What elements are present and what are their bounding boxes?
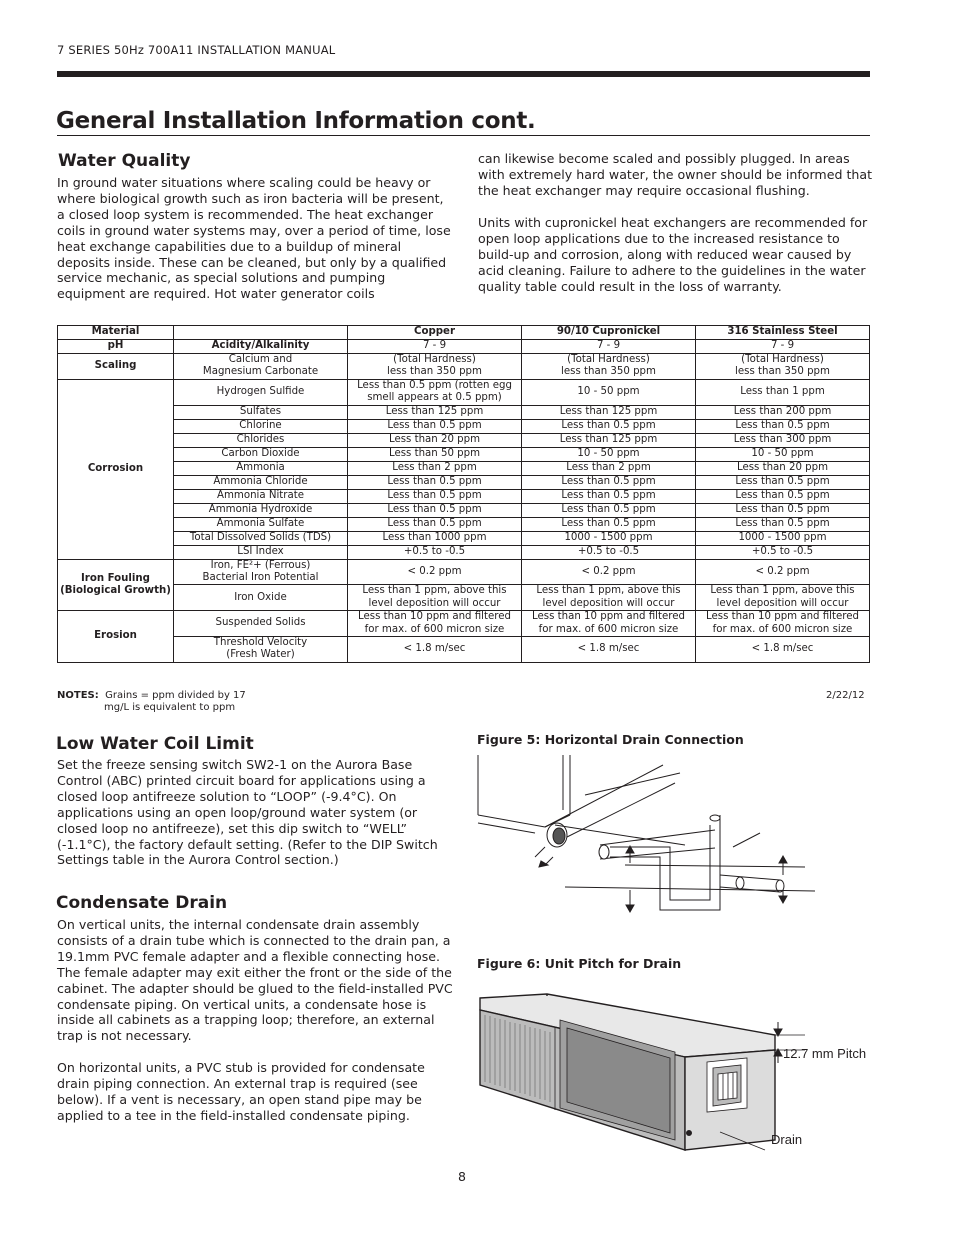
low-water-para: Set the freeze sensing switch SW2-1 on the Aurora Base Control (ABC) printed circuit board for applications using a closed loop antifreeze solution to “LOOP” (-9.4°C). On applications using an open loop/ground water system (or closed loop no antifreeze), set this dip switch to “WELL” (-1.1°C), the factory default setting. (Refer to the DIP Switch Settings table in the Aurora Control section.) xyxy=(57,757,438,868)
table-cell: Less than 125 ppm xyxy=(522,405,696,419)
table-cell: Less than 0.5 ppm xyxy=(348,489,522,503)
title-rule xyxy=(57,135,870,136)
table-cell: Less than 0.5 ppm xyxy=(522,419,696,433)
table-cell: Less than 1 ppm, above this level deposition will occur xyxy=(696,585,870,611)
table-cell: Less than 2 ppm xyxy=(522,461,696,475)
table-cell: Iron, FE²+ (Ferrous) Bacterial Iron Potential xyxy=(174,559,348,585)
figure6-caption: Figure 6: Unit Pitch for Drain xyxy=(477,956,682,971)
table-cell: Less than 10 ppm and filtered for max. of 600 micron size xyxy=(348,611,522,637)
table-cell: (Total Hardness) less than 350 ppm xyxy=(522,354,696,380)
table-cell: Threshold Velocity (Fresh Water) xyxy=(174,637,348,663)
page-title: General Installation Information cont. xyxy=(56,108,536,134)
table-row xyxy=(58,461,870,475)
table-cell: Ammonia Nitrate xyxy=(174,489,348,503)
table-cell: Less than 300 ppm xyxy=(696,433,870,447)
table-row xyxy=(58,503,870,517)
table-cell: Less than 0.5 ppm xyxy=(696,517,870,531)
table-row xyxy=(58,405,870,419)
table-date: 2/22/12 xyxy=(826,690,865,701)
table-row xyxy=(58,517,870,531)
table-cell: Less than 0.5 ppm (rotten egg smell appears at 0.5 ppm) xyxy=(348,379,522,405)
table-cell: Less than 0.5 ppm xyxy=(348,419,522,433)
table-row xyxy=(58,433,870,447)
table-cell: Less than 1 ppm, above this level deposition will occur xyxy=(348,585,522,611)
scaling-label: Scaling xyxy=(58,354,174,380)
table-cell: Less than 1 ppm, above this level deposition will occur xyxy=(522,585,696,611)
manual-title: 7 SERIES 50Hz 700A11 INSTALLATION MANUAL xyxy=(57,43,336,57)
table-cell: < 1.8 m/sec xyxy=(696,637,870,663)
table-row xyxy=(58,531,870,545)
pitch-label: 12.7 mm Pitch xyxy=(783,1046,867,1061)
water-quality-para-right-2: Units with cupronickel heat exchangers are recommended for open loop applications due to the increased resistance to build-up and corrosion, along with reduced wear caused by acid cleaning. Failure to adhere to the guidelines in the water quality table could result in the loss of warranty. xyxy=(478,215,868,294)
table-cell: Less than 0.5 ppm xyxy=(348,475,522,489)
notes-label: NOTES: xyxy=(57,690,99,701)
table-cell: +0.5 to -0.5 xyxy=(522,545,696,559)
table-cell: Less than 0.5 ppm xyxy=(696,489,870,503)
header-rule xyxy=(57,71,870,77)
corrosion-label: Corrosion xyxy=(58,379,174,559)
header-material: Material xyxy=(58,326,174,340)
table-row xyxy=(58,637,870,663)
table-cell: Less than 50 ppm xyxy=(348,447,522,461)
table-cell: Ammonia Chloride xyxy=(174,475,348,489)
table-notes xyxy=(57,690,246,714)
table-row xyxy=(58,489,870,503)
table-cell: Less than 0.5 ppm xyxy=(522,517,696,531)
water-quality-heading: Water Quality xyxy=(58,151,191,171)
table-cell: Hydrogen Sulfide xyxy=(174,379,348,405)
table-row xyxy=(58,419,870,433)
water-quality-para-right-1: can likewise become scaled and possibly plugged. In areas with extremely hard water, the owner should be informed that the heat exchanger may require occasional flushing. xyxy=(478,151,873,198)
table-cell: Less than 125 ppm xyxy=(348,405,522,419)
unit-pitch-diagram xyxy=(475,990,875,1158)
table-cell: (Total Hardness) less than 350 ppm xyxy=(348,354,522,380)
table-cell: Less than 0.5 ppm xyxy=(696,419,870,433)
table-cell: Chlorides xyxy=(174,433,348,447)
table-cell: Suspended Solids xyxy=(174,611,348,637)
condensate-para-1: On vertical units, the internal condensate drain assembly consists of a drain tube which is connected to the drain pan, a 19.1mm PVC female adapter and a flexible connecting hose. The female adapter may exit either the front or the side of the cabinet. The adapter should be glued to the field-installed PVC condensate piping. On vertical units, a condensate hose is inside all cabinets as a trapping loop; therefore, an external trap is not necessary. xyxy=(57,917,453,1044)
table-cell: Ammonia Sulfate xyxy=(174,517,348,531)
table-cell: 10 - 50 ppm xyxy=(522,447,696,461)
ph-label: pH xyxy=(58,340,174,354)
low-water-heading: Low Water Coil Limit xyxy=(56,734,254,754)
table-cell: 10 - 50 ppm xyxy=(522,379,696,405)
notes-line: Grains = ppm divided by 17 xyxy=(105,690,246,701)
table-cell: Less than 10 ppm and filtered for max. of 600 micron size xyxy=(522,611,696,637)
table-cell: Sulfates xyxy=(174,405,348,419)
table-cell: Less than 0.5 ppm xyxy=(348,517,522,531)
table-row xyxy=(58,585,870,611)
table-row xyxy=(58,559,870,585)
table-cell: Less than 200 ppm xyxy=(696,405,870,419)
table-cell: < 0.2 ppm xyxy=(696,559,870,585)
table-cell: 1000 - 1500 ppm xyxy=(696,531,870,545)
notes-line: mg/L is equivalent to ppm xyxy=(104,702,236,713)
page-number: 8 xyxy=(458,1169,466,1184)
condensate-para-2: On horizontal units, a PVC stub is provided for condensate drain piping connection. An external trap is required (see below). If a vent is necessary, an open stand pipe may be applied to a tee in the field-installed condensate piping. xyxy=(57,1060,425,1123)
table-cell: < 1.8 m/sec xyxy=(348,637,522,663)
water-quality-table xyxy=(57,325,870,663)
table-cell: Chlorine xyxy=(174,419,348,433)
condensate-heading: Condensate Drain xyxy=(56,893,228,913)
water-quality-para-left: In ground water situations where scaling could be heavy or where biological growth such as iron bacteria will be present, a closed loop system is recommended. The heat exchanger coils in ground water systems may, over a period of time, lose heat exchange capabilities due to a buildup of mineral deposits inside. These can be cleaned, but only by a qualified service mechanic, as special solutions and pumping equipment are required. Hot water generator coils xyxy=(57,175,451,302)
table-cell: Calcium and Magnesium Carbonate xyxy=(174,354,348,380)
table-cell: (Total Hardness) less than 350 ppm xyxy=(696,354,870,380)
table-cell: Less than 20 ppm xyxy=(696,461,870,475)
table-cell: Iron Oxide xyxy=(174,585,348,611)
table-cell: Total Dissolved Solids (TDS) xyxy=(174,531,348,545)
header-cupronickel: 90/10 Cupronickel xyxy=(522,326,696,340)
table-row xyxy=(58,340,870,354)
table-cell: Less than 0.5 ppm xyxy=(522,489,696,503)
drain-label: Drain xyxy=(771,1132,803,1147)
table-cell: Less than 10 ppm and filtered for max. of 600 micron size xyxy=(696,611,870,637)
horizontal-drain-diagram xyxy=(475,755,815,930)
table-cell: Less than 125 ppm xyxy=(522,433,696,447)
table-cell: +0.5 to -0.5 xyxy=(348,545,522,559)
header-blank xyxy=(174,326,348,340)
table-cell: 10 - 50 ppm xyxy=(696,447,870,461)
table-cell: Less than 0.5 ppm xyxy=(696,503,870,517)
figure5-caption: Figure 5: Horizontal Drain Connection xyxy=(477,732,744,747)
erosion-label: Erosion xyxy=(58,611,174,663)
table-cell: Carbon Dioxide xyxy=(174,447,348,461)
table-cell: 7 - 9 xyxy=(348,340,522,354)
table-cell: < 0.2 ppm xyxy=(348,559,522,585)
table-row xyxy=(58,354,870,380)
table-cell: Less than 0.5 ppm xyxy=(522,503,696,517)
table-cell: 1000 - 1500 ppm xyxy=(522,531,696,545)
table-cell: Less than 0.5 ppm xyxy=(348,503,522,517)
table-row xyxy=(58,475,870,489)
table-cell: Less than 0.5 ppm xyxy=(522,475,696,489)
table-row xyxy=(58,611,870,637)
table-cell: Less than 0.5 ppm xyxy=(696,475,870,489)
table-row xyxy=(58,379,870,405)
table-cell: LSI Index xyxy=(174,545,348,559)
table-row xyxy=(58,545,870,559)
table-cell: 7 - 9 xyxy=(522,340,696,354)
table-row xyxy=(58,447,870,461)
table-header-row xyxy=(58,326,870,340)
table-cell: 7 - 9 xyxy=(696,340,870,354)
header-copper: Copper xyxy=(348,326,522,340)
table-cell: < 1.8 m/sec xyxy=(522,637,696,663)
ph-param: Acidity/Alkalinity xyxy=(174,340,348,354)
header-stainless: 316 Stainless Steel xyxy=(696,326,870,340)
iron-fouling-label: Iron Fouling (Biological Growth) xyxy=(58,559,174,611)
table-cell: Less than 1000 ppm xyxy=(348,531,522,545)
table-cell: Ammonia Hydroxide xyxy=(174,503,348,517)
table-cell: Less than 2 ppm xyxy=(348,461,522,475)
table-cell: +0.5 to -0.5 xyxy=(696,545,870,559)
table-cell: Less than 20 ppm xyxy=(348,433,522,447)
table-cell: Ammonia xyxy=(174,461,348,475)
table-cell: < 0.2 ppm xyxy=(522,559,696,585)
table-cell: Less than 1 ppm xyxy=(696,379,870,405)
